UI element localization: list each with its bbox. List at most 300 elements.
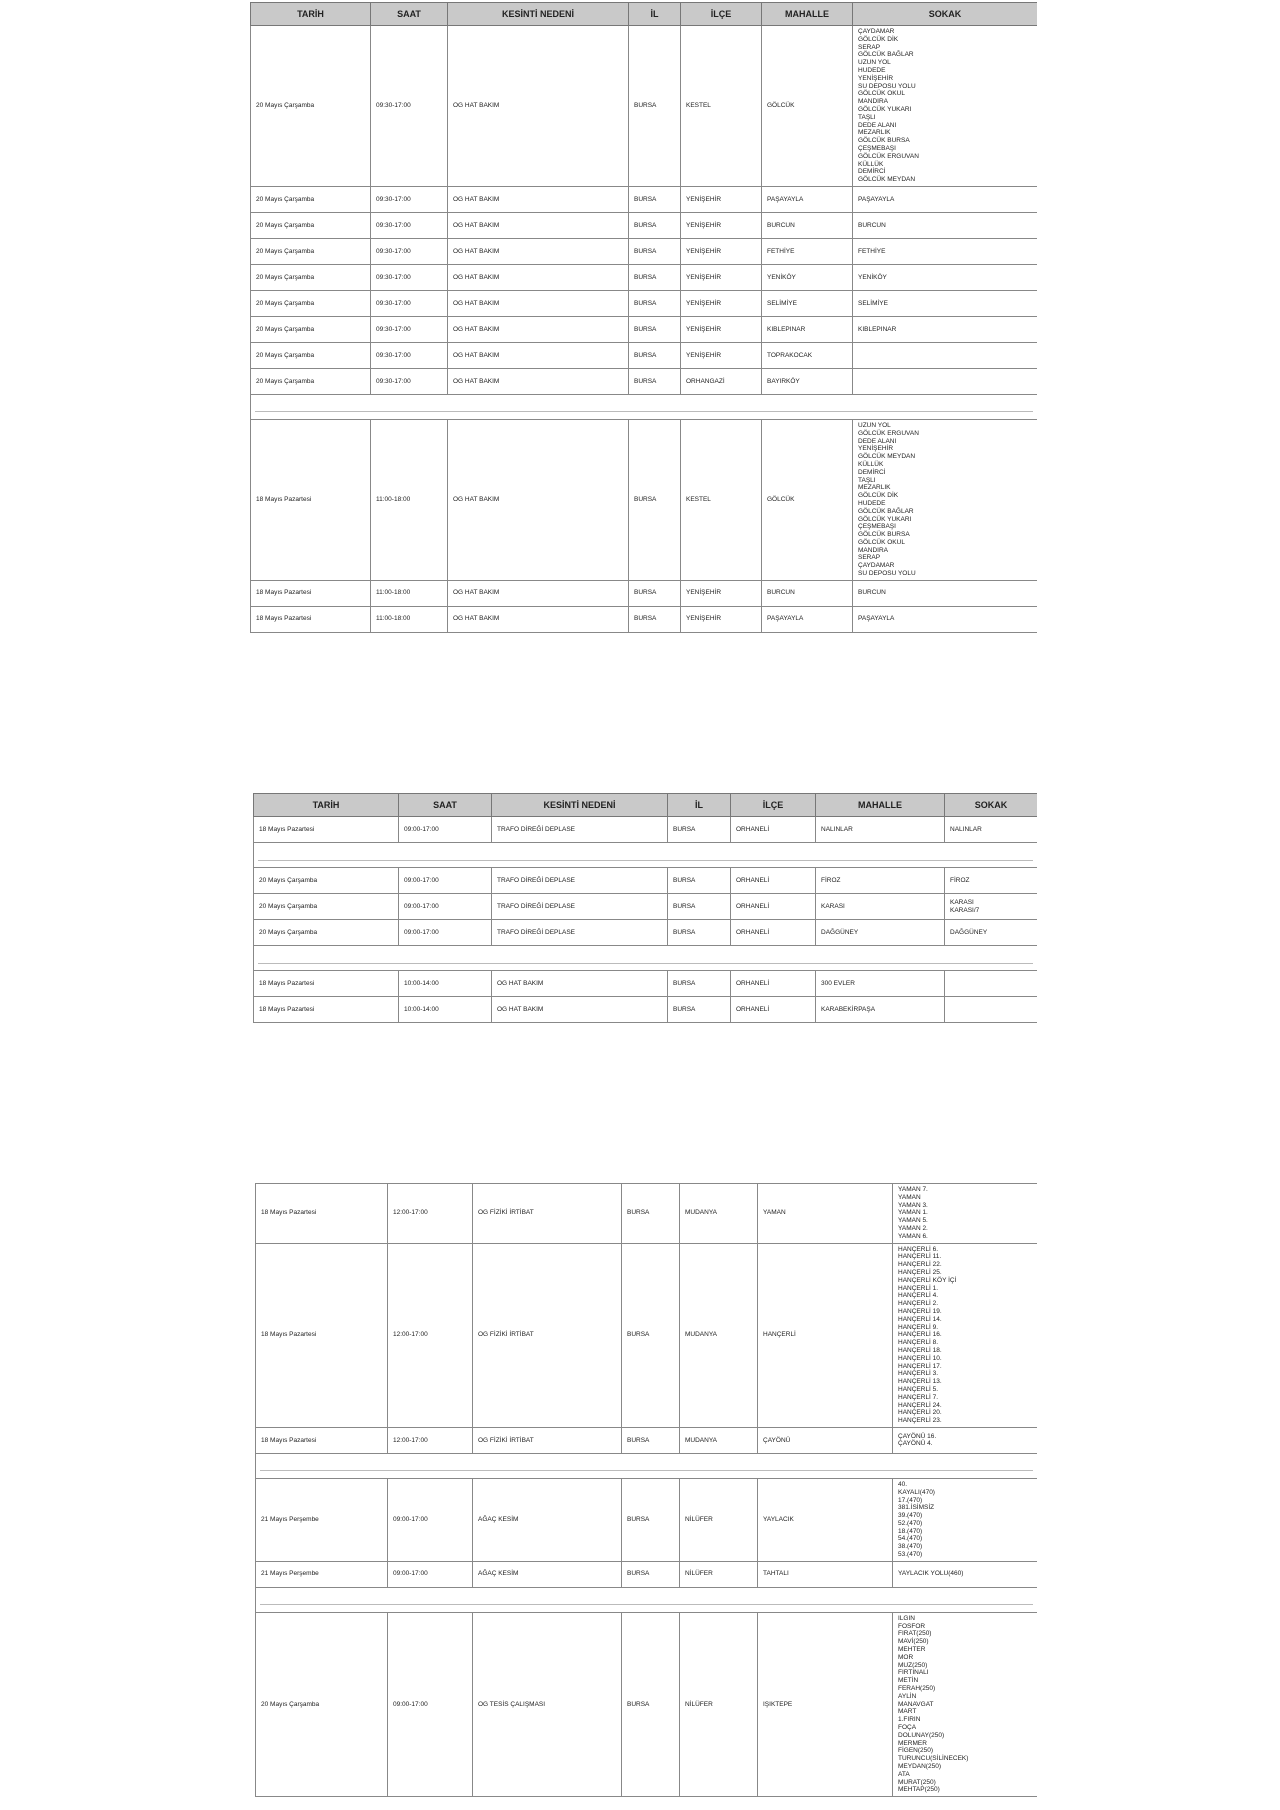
neighborhood-cell: GÖLCÜK — [762, 419, 853, 580]
province-cell: BURSA — [622, 1243, 680, 1427]
province-cell: BURSA — [668, 997, 731, 1023]
street-name: YAMAN 3. — [898, 1201, 928, 1209]
street-name: DAĞGÜNEY — [950, 928, 988, 936]
neighborhood-cell: GÖLCÜK — [762, 26, 853, 187]
date-cell: 18 Mayıs Pazartesi — [251, 606, 371, 632]
table-header — [251, 3, 1038, 26]
street-cell — [853, 419, 1038, 580]
header-saat: SAAT — [371, 3, 448, 26]
neighborhood-cell: YENİKÖY — [762, 264, 853, 290]
table-row — [256, 1561, 1038, 1587]
street-name: GÖLCÜK YUKARI — [858, 105, 912, 113]
street-name: GÖLCÜK YUKARI — [858, 515, 912, 523]
table-row — [254, 997, 1038, 1023]
street-name: HANÇERLİ 13. — [898, 1378, 942, 1386]
street-name: GÖLCÜK BURSA — [858, 137, 910, 145]
street-name: FIRAT(250) — [898, 1630, 932, 1638]
district-cell: NİLÜFER — [680, 1478, 758, 1561]
province-cell: BURSA — [668, 868, 731, 894]
street-name: 18.(470) — [898, 1527, 923, 1535]
time-cell: 09:00-17:00 — [388, 1478, 473, 1561]
street-name: FOSFOR — [898, 1622, 926, 1630]
reason-cell: TRAFO DİREĞİ DEPLASE — [492, 894, 668, 920]
province-cell: BURSA — [629, 238, 681, 264]
district-cell: YENİŞEHİR — [681, 580, 762, 606]
street-cell — [945, 971, 1038, 997]
date-cell: 18 Mayıs Pazartesi — [254, 971, 399, 997]
street-name: HANÇERLİ 4. — [898, 1292, 939, 1300]
street-name: HANÇERLİ 17. — [898, 1362, 942, 1370]
outage-table-1 — [250, 2, 1037, 638]
table-row — [251, 186, 1038, 212]
street-name: BURCUN — [858, 589, 886, 597]
separator-line — [258, 860, 1033, 861]
street-name: KARASI/7 — [950, 906, 980, 914]
reason-cell: OG HAT BAKIM — [448, 316, 629, 342]
province-cell: BURSA — [668, 894, 731, 920]
date-cell: 20 Mayıs Çarşamba — [251, 238, 371, 264]
time-cell: 12:00-17:00 — [388, 1243, 473, 1427]
reason-cell: OG HAT BAKIM — [448, 368, 629, 394]
street-name: HANÇERLİ 5. — [898, 1385, 939, 1393]
separator-line — [258, 963, 1033, 964]
province-cell: BURSA — [629, 316, 681, 342]
time-cell: 09:30-17:00 — [371, 368, 448, 394]
street-name: YENİŞEHİR — [858, 445, 894, 453]
street-cell — [853, 316, 1038, 342]
street-name: HANÇERLİ 8. — [898, 1339, 939, 1347]
province-cell: BURSA — [622, 1427, 680, 1453]
street-name: MEZARLIK — [858, 129, 891, 137]
header-sokak: SOKAK — [945, 794, 1038, 817]
date-cell: 18 Mayıs Pazartesi — [251, 419, 371, 580]
street-cell — [853, 290, 1038, 316]
reason-cell: OG HAT BAKIM — [448, 238, 629, 264]
district-cell: YENİŞEHİR — [681, 606, 762, 632]
time-cell: 09:30-17:00 — [371, 26, 448, 187]
table-row — [251, 316, 1038, 342]
table-row — [254, 868, 1038, 894]
street-name: YAMAN 6. — [898, 1232, 928, 1240]
street-name: HANÇERLİ 22. — [898, 1261, 942, 1269]
time-cell: 09:00-17:00 — [388, 1612, 473, 1796]
street-name: ÇEŞMEBAŞI — [858, 144, 896, 152]
neighborhood-cell: BURCUN — [762, 580, 853, 606]
province-cell: BURSA — [622, 1478, 680, 1561]
district-cell: KESTEL — [681, 419, 762, 580]
street-name: FİROZ — [950, 876, 970, 884]
street-name: KÜLLÜK — [858, 160, 884, 168]
district-cell: YENİŞEHİR — [681, 264, 762, 290]
time-cell: 10:00-14:00 — [399, 971, 492, 997]
table-row — [254, 920, 1038, 946]
district-cell: NİLÜFER — [680, 1561, 758, 1587]
header-tarih: TARİH — [251, 3, 371, 26]
street-cell — [893, 1561, 1038, 1587]
street-name: GÖLCÜK ERGUVAN — [858, 429, 919, 437]
neighborhood-cell: TOPRAKOCAK — [762, 342, 853, 368]
street-name: HANÇERLİ 24. — [898, 1401, 942, 1409]
reason-cell: OG HAT BAKIM — [448, 212, 629, 238]
separator-row — [254, 946, 1038, 971]
street-name: MANDIRA — [858, 546, 888, 554]
neighborhood-cell: YAMAN — [758, 1184, 893, 1244]
header-saat: SAAT — [399, 794, 492, 817]
street-name: ATA — [898, 1770, 910, 1778]
header-ilce: İLÇE — [681, 3, 762, 26]
table-row — [251, 419, 1038, 580]
neighborhood-cell: PAŞAYAYLA — [762, 606, 853, 632]
separator-cell — [254, 843, 1038, 868]
street-name: HANÇERLİ 11. — [898, 1253, 942, 1261]
table-row — [251, 342, 1038, 368]
province-cell: BURSA — [622, 1612, 680, 1796]
table-row — [254, 817, 1038, 843]
street-name: HANÇERLİ 10. — [898, 1354, 942, 1362]
street-name: ÇAYÖNÜ 16. — [898, 1432, 937, 1440]
date-cell: 20 Mayıs Çarşamba — [254, 920, 399, 946]
street-name: SU DEPOSU YOLU — [858, 570, 916, 578]
reason-cell: OG HAT BAKIM — [448, 186, 629, 212]
street-cell — [893, 1612, 1038, 1796]
reason-cell: AĞAÇ KESİM — [473, 1561, 622, 1587]
street-name: YAMAN 7. — [898, 1186, 928, 1193]
reason-cell: OG HAT BAKIM — [448, 580, 629, 606]
street-cell — [853, 212, 1038, 238]
province-cell: BURSA — [629, 186, 681, 212]
street-name: YAYLACIK YOLU(460) — [898, 1570, 964, 1578]
street-name: PAŞAYAYLA — [858, 615, 895, 623]
date-cell: 18 Mayıs Pazartesi — [256, 1184, 388, 1244]
district-cell: YENİŞEHİR — [681, 186, 762, 212]
street-name: HANÇERLİ 6. — [898, 1245, 939, 1253]
street-name: HANÇERLİ 25. — [898, 1268, 942, 1276]
table-row — [254, 894, 1038, 920]
time-cell: 09:00-17:00 — [399, 817, 492, 843]
street-cell — [853, 368, 1038, 394]
district-cell: YENİŞEHİR — [681, 290, 762, 316]
district-cell: ORHANGAZİ — [681, 368, 762, 394]
district-cell: KESTEL — [681, 26, 762, 187]
street-name: TURUNCU(SİLİNECEK) — [898, 1755, 969, 1763]
street-name: MAVİ(250) — [898, 1638, 929, 1646]
outage-table-3 — [255, 1183, 1037, 1805]
table-row — [251, 290, 1038, 316]
street-name: GÖLCÜK MEYDAN — [858, 453, 916, 461]
district-cell: YENİŞEHİR — [681, 238, 762, 264]
reason-cell: OG TESİS ÇALIŞMASI — [473, 1612, 622, 1796]
street-name: GÖLCÜK BAĞLAR — [858, 51, 914, 59]
time-cell: 11:00-18:00 — [371, 580, 448, 606]
table-row — [256, 1243, 1038, 1427]
outage-table-2 — [253, 793, 1037, 1033]
street-name: TAŞLI — [858, 476, 876, 484]
reason-cell: TRAFO DİREĞİ DEPLASE — [492, 817, 668, 843]
street-name: UZUN YOL — [858, 59, 891, 67]
province-cell: BURSA — [622, 1561, 680, 1587]
separator-cell — [254, 946, 1038, 971]
street-name: SELİMİYE — [858, 299, 888, 307]
street-name: MOR — [898, 1653, 914, 1661]
province-cell: BURSA — [668, 817, 731, 843]
street-cell — [893, 1478, 1038, 1561]
table-row — [251, 580, 1038, 606]
separator-cell — [256, 1453, 1038, 1478]
header-kesinti-nedeni: KESİNTİ NEDENİ — [448, 3, 629, 26]
street-name: GÖLCÜK ERGUVAN — [858, 152, 919, 160]
street-name: HANÇERLİ 18. — [898, 1346, 942, 1354]
date-cell: 21 Mayıs Perşembe — [256, 1478, 388, 1561]
neighborhood-cell: DAĞGÜNEY — [816, 920, 945, 946]
street-name: GÖLCÜK MEYDAN — [858, 176, 916, 184]
neighborhood-cell: KARABEKİRPAŞA — [816, 997, 945, 1023]
street-name: ÇAYDAMAR — [858, 28, 895, 35]
date-cell: 20 Mayıs Çarşamba — [251, 342, 371, 368]
street-name: MANAVGAT — [898, 1700, 934, 1708]
table-row — [256, 1184, 1038, 1244]
district-cell: YENİŞEHİR — [681, 316, 762, 342]
table-header — [254, 794, 1038, 817]
street-name: 1.FIRIN — [898, 1716, 921, 1724]
neighborhood-cell: KARASI — [816, 894, 945, 920]
header-ilce: İLÇE — [731, 794, 816, 817]
time-cell: 09:30-17:00 — [371, 342, 448, 368]
street-name: HUDEDE — [858, 66, 886, 74]
street-name: TAŞLI — [858, 113, 876, 121]
street-cell — [893, 1427, 1038, 1453]
table-row — [251, 264, 1038, 290]
street-name: 52.(470) — [898, 1519, 923, 1527]
street-name: YAMAN 2. — [898, 1224, 928, 1232]
street-name: MERMER — [898, 1739, 927, 1747]
street-name: 54.(470) — [898, 1535, 923, 1543]
street-cell — [853, 580, 1038, 606]
header-il: İL — [668, 794, 731, 817]
reason-cell: OG FİZİKİ İRTİBAT — [473, 1184, 622, 1244]
street-name: MEZARLIK — [858, 484, 891, 492]
street-name: DEMİRCİ — [858, 468, 886, 476]
street-name: PAŞAYAYLA — [858, 195, 895, 203]
street-name: HANÇERLİ KÖY İÇİ — [898, 1276, 957, 1284]
street-name: FETHİYE — [858, 247, 886, 255]
street-name: ILGIN — [898, 1614, 915, 1622]
street-name: DEMİRCİ — [858, 168, 886, 176]
street-name: SERAP — [858, 554, 881, 562]
province-cell: BURSA — [668, 920, 731, 946]
header-tarih: TARİH — [254, 794, 399, 817]
province-cell: BURSA — [629, 26, 681, 187]
table-row — [251, 212, 1038, 238]
street-name: AYLİN — [898, 1692, 917, 1700]
province-cell: BURSA — [629, 368, 681, 394]
time-cell: 11:00-18:00 — [371, 419, 448, 580]
time-cell: 09:30-17:00 — [371, 264, 448, 290]
street-cell — [853, 26, 1038, 187]
reason-cell: OG HAT BAKIM — [492, 971, 668, 997]
street-name: HANÇERLİ 14. — [898, 1315, 942, 1323]
separator-row — [251, 394, 1038, 419]
date-cell: 20 Mayıs Çarşamba — [251, 186, 371, 212]
street-cell — [853, 264, 1038, 290]
time-cell: 10:00-14:00 — [399, 997, 492, 1023]
street-name: HUDEDE — [858, 499, 886, 507]
date-cell: 21 Mayıs Perşembe — [256, 1561, 388, 1587]
street-cell — [893, 1243, 1038, 1427]
table-row — [251, 238, 1038, 264]
separator-line — [255, 411, 1033, 412]
street-name: 53.(470) — [898, 1551, 923, 1559]
street-cell — [945, 868, 1038, 894]
street-cell — [945, 997, 1038, 1023]
district-cell: ORHANELİ — [731, 920, 816, 946]
header-mahalle: MAHALLE — [816, 794, 945, 817]
date-cell: 18 Mayıs Pazartesi — [254, 817, 399, 843]
date-cell: 20 Mayıs Çarşamba — [251, 264, 371, 290]
table-row — [254, 971, 1038, 997]
reason-cell: OG HAT BAKIM — [448, 606, 629, 632]
reason-cell: TRAFO DİREĞİ DEPLASE — [492, 868, 668, 894]
separator-line — [260, 1604, 1033, 1605]
street-name: HANÇERLİ 20. — [898, 1409, 942, 1417]
street-cell — [945, 920, 1038, 946]
street-name: METİN — [898, 1677, 919, 1685]
street-cell — [853, 342, 1038, 368]
date-cell: 20 Mayıs Çarşamba — [251, 26, 371, 187]
province-cell: BURSA — [629, 264, 681, 290]
street-name: MEHTAP(250) — [898, 1786, 940, 1794]
street-name: ÇAYDAMAR — [858, 562, 895, 570]
street-name: DOLUNAY(250) — [898, 1731, 945, 1739]
reason-cell: AĞAÇ KESİM — [473, 1478, 622, 1561]
street-cell — [945, 894, 1038, 920]
street-cell — [853, 238, 1038, 264]
street-name: HANÇERLİ 2. — [898, 1300, 939, 1308]
date-cell: 18 Mayıs Pazartesi — [254, 997, 399, 1023]
separator-row — [256, 1587, 1038, 1612]
street-name: HANÇERLİ 1. — [898, 1284, 939, 1292]
street-name: HANÇERLİ 3. — [898, 1370, 939, 1378]
province-cell: BURSA — [629, 606, 681, 632]
date-cell: 18 Mayıs Pazartesi — [251, 580, 371, 606]
street-cell — [853, 186, 1038, 212]
street-name: YAMAN 5. — [898, 1217, 928, 1225]
street-name: HANÇERLİ 23. — [898, 1417, 942, 1425]
district-cell: ORHANELİ — [731, 971, 816, 997]
street-name: GÖLCÜK DİK — [858, 35, 899, 43]
street-name: GÖLCÜK BURSA — [858, 531, 910, 539]
district-cell: ORHANELİ — [731, 997, 816, 1023]
street-name: MURAT(250) — [898, 1778, 936, 1786]
district-cell: ORHANELİ — [731, 817, 816, 843]
table-row — [256, 1612, 1038, 1796]
time-cell: 09:00-17:00 — [399, 868, 492, 894]
time-cell: 09:00-17:00 — [388, 1561, 473, 1587]
street-name: 17.(470) — [898, 1496, 923, 1504]
street-name: GÖLCÜK DİK — [858, 492, 899, 500]
district-cell: ORHANELİ — [731, 868, 816, 894]
neighborhood-cell: IŞIKTEPE — [758, 1612, 893, 1796]
date-cell: 20 Mayıs Çarşamba — [251, 290, 371, 316]
province-cell: BURSA — [629, 290, 681, 316]
province-cell: BURSA — [668, 971, 731, 997]
street-name: UZUN YOL — [858, 421, 891, 429]
street-name: YENİŞEHİR — [858, 74, 894, 82]
street-name: GÖLCÜK OKUL — [858, 538, 905, 546]
reason-cell: OG FİZİKİ İRTİBAT — [473, 1243, 622, 1427]
reason-cell: OG HAT BAKIM — [448, 342, 629, 368]
district-cell: YENİŞEHİR — [681, 342, 762, 368]
date-cell: 20 Mayıs Çarşamba — [254, 894, 399, 920]
street-name: KIBLEPINAR — [858, 325, 897, 333]
street-name: SERAP — [858, 43, 881, 51]
street-name: SU DEPOSU YOLU — [858, 82, 916, 90]
time-cell: 09:00-17:00 — [399, 920, 492, 946]
street-cell — [945, 817, 1038, 843]
separator-cell — [256, 1587, 1038, 1612]
neighborhood-cell: KIBLEPINAR — [762, 316, 853, 342]
street-name: GÖLCÜK OKUL — [858, 90, 905, 98]
street-name: BURCUN — [858, 221, 886, 229]
reason-cell: TRAFO DİREĞİ DEPLASE — [492, 920, 668, 946]
neighborhood-cell: FETHİYE — [762, 238, 853, 264]
street-name: MUZ(250) — [898, 1661, 928, 1669]
time-cell: 09:30-17:00 — [371, 290, 448, 316]
district-cell: MUDANYA — [680, 1243, 758, 1427]
street-name: NALINLAR — [950, 825, 982, 833]
street-name: 40. — [898, 1480, 908, 1488]
district-cell: YENİŞEHİR — [681, 212, 762, 238]
separator-row — [254, 843, 1038, 868]
province-cell: BURSA — [629, 580, 681, 606]
neighborhood-cell: NALINLAR — [816, 817, 945, 843]
street-name: GÖLCÜK BAĞLAR — [858, 507, 914, 515]
province-cell: BURSA — [629, 342, 681, 368]
street-name: KÜLLÜK — [858, 460, 884, 468]
neighborhood-cell: TAHTALI — [758, 1561, 893, 1587]
separator-cell — [251, 394, 1038, 419]
reason-cell: OG FİZİKİ İRTİBAT — [473, 1427, 622, 1453]
time-cell: 12:00-17:00 — [388, 1427, 473, 1453]
header-sokak: SOKAK — [853, 3, 1038, 26]
province-cell: BURSA — [622, 1184, 680, 1244]
neighborhood-cell: SELİMİYE — [762, 290, 853, 316]
time-cell: 09:30-17:00 — [371, 238, 448, 264]
street-name: YENİKÖY — [858, 273, 887, 281]
neighborhood-cell: HANÇERLİ — [758, 1243, 893, 1427]
date-cell: 20 Mayıs Çarşamba — [251, 212, 371, 238]
date-cell: 20 Mayıs Çarşamba — [251, 368, 371, 394]
street-name: DEDE ALANI — [858, 437, 897, 445]
street-cell — [893, 1184, 1038, 1244]
time-cell: 09:30-17:00 — [371, 316, 448, 342]
neighborhood-cell: YAYLACIK — [758, 1478, 893, 1561]
street-name: FERAH(250) — [898, 1685, 936, 1693]
street-name: 38.(470) — [898, 1543, 923, 1551]
street-name: 39.(470) — [898, 1512, 923, 1520]
table-row — [256, 1427, 1038, 1453]
header-mahalle: MAHALLE — [762, 3, 853, 26]
neighborhood-cell: 300 EVLER — [816, 971, 945, 997]
province-cell: BURSA — [629, 419, 681, 580]
street-name: MEHTER — [898, 1646, 926, 1654]
date-cell: 20 Mayıs Çarşamba — [254, 868, 399, 894]
reason-cell: OG HAT BAKIM — [448, 419, 629, 580]
street-name: HANÇERLİ 19. — [898, 1307, 942, 1315]
street-name: ÇAYÖNÜ 4. — [898, 1440, 933, 1448]
street-name: MART — [898, 1708, 917, 1716]
street-name: MANDIRA — [858, 98, 888, 106]
street-name: HANÇERLİ 7. — [898, 1393, 939, 1401]
